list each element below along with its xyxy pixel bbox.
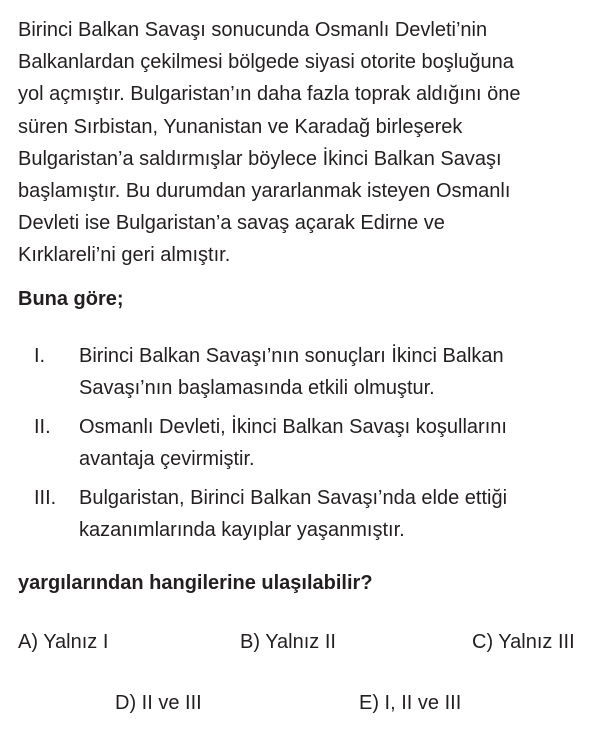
statement-numeral: III. bbox=[34, 487, 57, 509]
statement-line: avantaja çevirmiştir. bbox=[79, 448, 255, 470]
option-a[interactable]: A) Yalnız I bbox=[18, 631, 109, 653]
passage-line: başlamıştır. Bu durumdan yararlanmak isteyen Osmanlı bbox=[18, 180, 511, 203]
option-d[interactable]: D) II ve III bbox=[115, 692, 202, 714]
statement-text bbox=[79, 482, 603, 546]
passage-line: Balkanlardan çekilmesi bölgede siyasi otorite boşluğuna bbox=[18, 51, 514, 74]
passage-line: Kırklareli’ni geri almıştır. bbox=[18, 244, 231, 267]
statement-3 bbox=[18, 482, 603, 546]
statement-1 bbox=[18, 340, 603, 404]
passage-line: Birinci Balkan Savaşı sonucunda Osmanlı Devleti’nin bbox=[18, 19, 488, 41]
statement-2 bbox=[18, 411, 603, 475]
option-b[interactable]: B) Yalnız II bbox=[240, 631, 336, 653]
passage-line: yol açmıştır. Bulgaristan’ın daha fazla toprak aldığını öne bbox=[18, 83, 521, 106]
statement-line: Birinci Balkan Savaşı’nın sonuçları İkinci Balkan bbox=[79, 345, 504, 367]
option-e[interactable]: E) I, II ve III bbox=[359, 692, 462, 714]
passage-line: süren Sırbistan, Yunanistan ve Karadağ birleşerek bbox=[18, 115, 463, 138]
question-passage bbox=[18, 14, 603, 272]
passage-line: Bulgaristan’a saldırmışlar böylece İkinci Balkan Savaşı bbox=[18, 147, 502, 170]
statement-line: Savaşı’nın başlamasında etkili olmuştur. bbox=[79, 377, 435, 399]
statement-numeral: I. bbox=[34, 345, 46, 367]
stem-intro: Buna göre; bbox=[18, 288, 124, 310]
stem-question: yargılarından hangilerine ulaşılabilir? bbox=[18, 572, 373, 594]
option-c[interactable]: C) Yalnız III bbox=[472, 631, 575, 653]
statement-text bbox=[79, 340, 603, 404]
statement-line: Osmanlı Devleti, İkinci Balkan Savaşı koşullarını bbox=[79, 416, 507, 438]
statement-text bbox=[79, 411, 603, 475]
statement-line: Bulgaristan, Birinci Balkan Savaşı’nda elde ettiği bbox=[79, 487, 508, 509]
statement-numeral: II. bbox=[34, 416, 51, 438]
statement-line: kazanımlarında kayıplar yaşanmıştır. bbox=[79, 519, 405, 541]
passage-line: Devleti ise Bulgaristan’a savaş açarak Edirne ve bbox=[18, 212, 445, 235]
